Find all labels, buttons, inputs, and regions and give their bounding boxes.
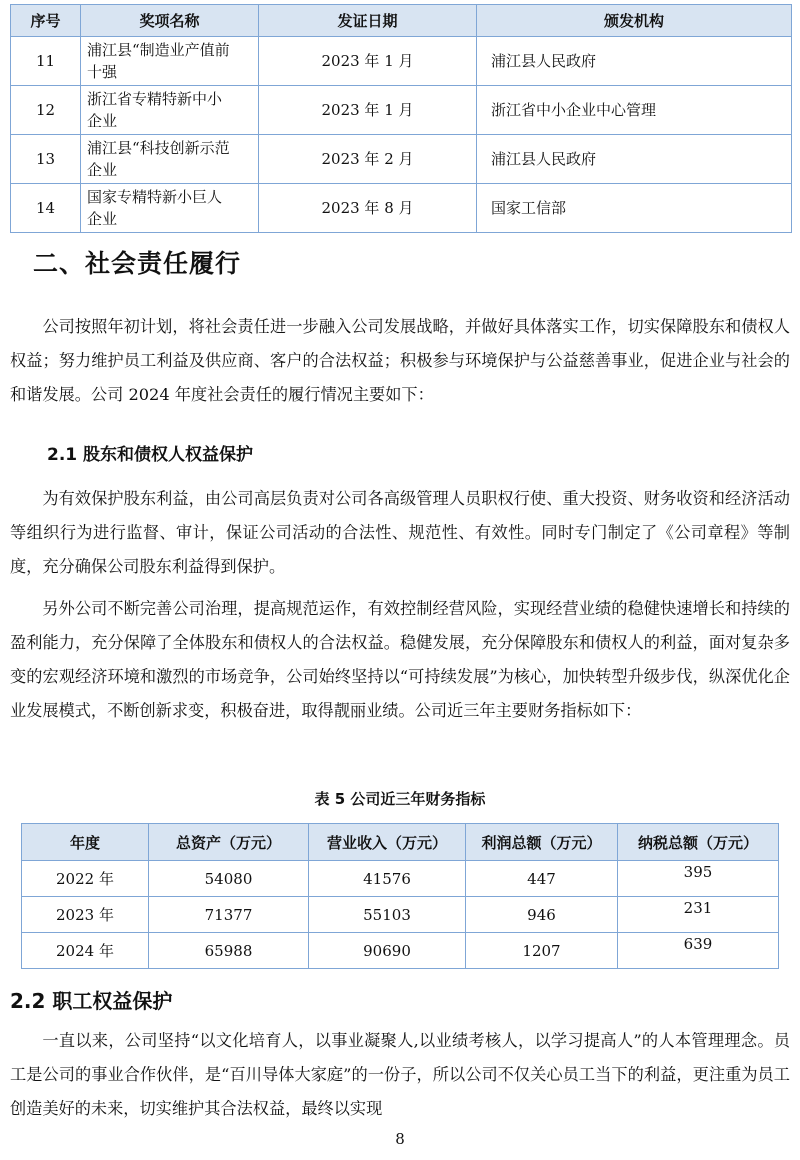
award-name-line2: 企业: [87, 210, 118, 228]
fin-header-year: 年度: [22, 824, 149, 861]
subsection-title-2-1: 2.1 股东和债权人权益保护: [47, 445, 254, 465]
award-org: 浦江县人民政府: [477, 37, 792, 86]
section-title: 二、社会责任履行: [33, 249, 242, 278]
intro-paragraph: 公司按照年初计划，将社会责任进一步融入公司发展战略，并做好具体落实工作，切实保障股东和债权人权益；努力维护员工利益及供应商、客户的合法权益；积极参与环境保护与公益慈善事业，促进企业与社会的和谐发展。公司 2024 年度社会责任的履行情况主要如下：: [10, 317, 790, 404]
fin-tax: 395: [618, 861, 779, 897]
award-org: 浦江县人民政府: [477, 135, 792, 184]
fin-table-caption: 表 5 公司近三年财务指标: [314, 790, 486, 808]
fin-profit: 946: [466, 897, 618, 933]
award-name: [81, 37, 259, 86]
award-name-line1: 浙江省专精特新中小: [87, 90, 223, 108]
table-row: [22, 861, 779, 897]
award-org: 浙江省中小企业中心管理: [477, 86, 792, 135]
award-date: 2023 年 2 月: [259, 135, 477, 184]
awards-table-header-row: [11, 5, 792, 37]
award-name-line1: 浦江县“制造业产值前: [87, 41, 230, 59]
awards-header-date: 发证日期: [259, 5, 477, 37]
table-row: [11, 135, 792, 184]
fin-header-profit: 利润总额（万元）: [466, 824, 618, 861]
fin-year: 2024 年: [22, 933, 149, 969]
fin-tax: 639: [618, 933, 779, 969]
fin-profit: 447: [466, 861, 618, 897]
subsection-title-2-2: 2.2 职工权益保护: [10, 989, 173, 1013]
financial-table: [21, 823, 779, 969]
table-row: [22, 933, 779, 969]
award-date: 2023 年 1 月: [259, 37, 477, 86]
award-no: 14: [11, 184, 81, 233]
shareholder-paragraph-1: 为有效保护股东利益，由公司高层负责对公司各高级管理人员职权行使、重大投资、财务收资和经济活动等组织行为进行监督、审计，保证公司活动的合法性、规范性、有效性。同时专门制定了《公司章程》等制度，充分确保公司股东利益得到保护。: [10, 489, 790, 576]
award-no: 13: [11, 135, 81, 184]
fin-revenue: 41576: [309, 861, 466, 897]
awards-header-no: 序号: [11, 5, 81, 37]
awards-header-name: 奖项名称: [81, 5, 259, 37]
fin-revenue: 90690: [309, 933, 466, 969]
award-no: 12: [11, 86, 81, 135]
awards-header-org: 颁发机构: [477, 5, 792, 37]
award-name: [81, 86, 259, 135]
page-number: 8: [395, 1130, 405, 1148]
award-name: [81, 135, 259, 184]
fin-year: 2023 年: [22, 897, 149, 933]
award-date: 2023 年 1 月: [259, 86, 477, 135]
fin-assets: 71377: [149, 897, 309, 933]
fin-revenue: 55103: [309, 897, 466, 933]
award-name-line2: 企业: [87, 112, 118, 130]
fin-tax: 231: [618, 897, 779, 933]
award-date: 2023 年 8 月: [259, 184, 477, 233]
fin-assets: 65988: [149, 933, 309, 969]
fin-year: 2022 年: [22, 861, 149, 897]
award-name-line1: 浦江县“科技创新示范: [87, 139, 230, 157]
fin-profit: 1207: [466, 933, 618, 969]
award-name: [81, 184, 259, 233]
table-row: [11, 37, 792, 86]
fin-assets: 54080: [149, 861, 309, 897]
awards-table: [10, 4, 792, 233]
award-name-line2: 企业: [87, 161, 118, 179]
award-name-line2: 十强: [87, 63, 118, 81]
table-row: [11, 184, 792, 233]
fin-header-revenue: 营业收入（万元）: [309, 824, 466, 861]
award-org: 国家工信部: [477, 184, 792, 233]
fin-header-tax: 纳税总额（万元）: [618, 824, 779, 861]
award-no: 11: [11, 37, 81, 86]
fin-header-assets: 总资产（万元）: [149, 824, 309, 861]
award-name-line1: 国家专精特新小巨人: [87, 188, 223, 206]
shareholder-paragraph-2: 另外公司不断完善公司治理，提高规范运作，有效控制经营风险，实现经营业绩的稳健快速增长和持续的盈利能力，充分保障了全体股东和债权人的合法权益。稳健发展，充分保障股东和债权人的利益，面对复杂多变的宏观经济环境和激烈的市场竞争，公司始终坚持以“可持续发展”为核心，加快转型升级步伐，纵深优化企业发展模式，不断创新求变，积极奋进，取得靓丽业绩。公司近三年主要财务指标如下：: [10, 599, 790, 720]
table-row: [11, 86, 792, 135]
employee-paragraph-1: 一直以来，公司坚持“以文化培育人，以事业凝聚人,以业绩考核人，以学习提高人”的人本管理理念。员工是公司的事业合作伙伴，是“百川导体大家庭”的一份子，所以公司不仅关心员工当下的利益，更注重为员工创造美好的未来，切实维护其合法权益，最终以实现: [10, 1031, 790, 1118]
table-row: [22, 897, 779, 933]
fin-table-header-row: [22, 824, 779, 861]
